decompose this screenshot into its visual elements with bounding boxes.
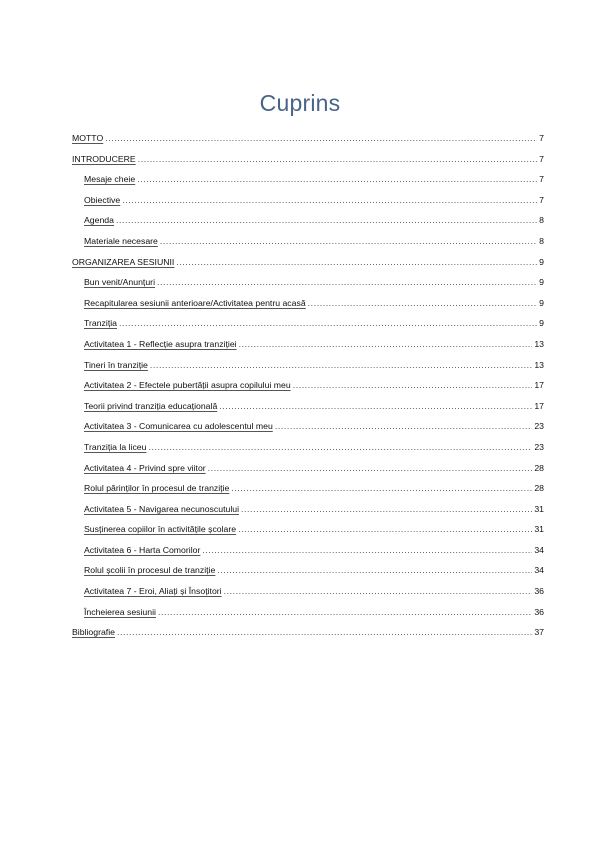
toc-dot-leader — [238, 519, 532, 540]
toc-dot-leader — [176, 252, 537, 273]
toc-dot-leader — [275, 416, 533, 437]
table-of-contents — [72, 128, 544, 643]
toc-entry-label[interactable]: ORGANIZAREA SESIUNII — [72, 256, 175, 267]
toc-dot-leader — [150, 355, 532, 376]
toc-entry[interactable] — [72, 478, 544, 499]
toc-entry-label[interactable]: Tineri în tranziție — [84, 359, 148, 370]
toc-entry[interactable] — [72, 252, 544, 273]
toc-dot-leader — [293, 375, 533, 396]
toc-entry[interactable] — [72, 313, 544, 334]
toc-entry-label[interactable]: MOTTO — [72, 133, 104, 143]
toc-entry-page-number: 8 — [539, 235, 544, 246]
toc-dot-leader — [122, 190, 537, 211]
toc-entry-page-number: 7 — [539, 133, 544, 143]
toc-entry[interactable] — [72, 396, 544, 417]
toc-entry-page-number: 34 — [534, 565, 544, 576]
toc-entry-label[interactable]: Activitatea 3 - Comunicarea cu adolescentul meu — [84, 421, 273, 432]
toc-entry-label[interactable]: Rolul părinților în procesul de tranziție — [84, 483, 230, 494]
toc-entry-label[interactable]: Rolul școlii în procesul de tranziție — [84, 565, 216, 576]
toc-entry[interactable] — [72, 334, 544, 355]
toc-dot-leader — [119, 313, 537, 334]
toc-entry-page-number: 23 — [534, 441, 544, 452]
page-title: Cuprins — [259, 90, 341, 116]
toc-dot-leader — [105, 128, 537, 149]
toc-entry[interactable] — [72, 519, 544, 540]
toc-dot-leader — [308, 293, 537, 314]
toc-entry[interactable] — [72, 128, 544, 149]
toc-entry-label[interactable]: Obiective — [84, 194, 121, 205]
toc-entry-page-number: 7 — [539, 194, 544, 205]
toc-entry[interactable] — [72, 560, 544, 581]
toc-entry[interactable] — [72, 540, 544, 561]
toc-entry-page-number: 23 — [534, 421, 544, 432]
toc-entry-label[interactable]: Activitatea 1 - Reflecție asupra tranziției — [84, 338, 237, 349]
toc-entry-page-number: 34 — [534, 544, 544, 555]
toc-entry[interactable] — [72, 499, 544, 520]
toc-dot-leader — [117, 622, 532, 643]
toc-entry-label[interactable]: Recapitularea sesiunii anterioare/Activitatea pentru acasă — [84, 297, 306, 308]
toc-entry-label[interactable]: Teorii privind tranziția educațională — [84, 400, 218, 411]
toc-entry-page-number: 36 — [534, 586, 544, 597]
toc-entry[interactable] — [72, 375, 544, 396]
toc-entry-label[interactable]: Activitatea 7 - Eroi, Aliați și Însoțitori — [84, 586, 222, 597]
toc-entry-label[interactable]: Bun venit/Anunțuri — [84, 277, 155, 288]
toc-entry[interactable] — [72, 149, 544, 170]
toc-entry-label[interactable]: Susținerea copiilor în activitățile școlare — [84, 524, 237, 535]
toc-dot-leader — [208, 458, 533, 479]
toc-entry[interactable] — [72, 169, 544, 190]
toc-entry-label[interactable]: Tranziția la liceu — [84, 441, 147, 452]
toc-entry-label[interactable]: Activitatea 6 - Harta Comorilor — [84, 544, 201, 555]
toc-entry-page-number: 7 — [539, 153, 544, 164]
toc-entry-page-number: 17 — [534, 380, 544, 391]
toc-entry-page-number: 13 — [534, 338, 544, 349]
toc-entry-label[interactable]: Materiale necesare — [84, 235, 158, 246]
toc-entry-label[interactable]: INTRODUCERE — [72, 153, 136, 164]
toc-entry[interactable] — [72, 231, 544, 252]
toc-dot-leader — [217, 560, 532, 581]
toc-dot-leader — [219, 396, 532, 417]
toc-entry-page-number: 28 — [534, 462, 544, 473]
toc-entry-page-number: 36 — [534, 606, 544, 617]
toc-entry-page-number: 13 — [534, 359, 544, 370]
toc-entry-label[interactable]: Mesaje cheie — [84, 174, 136, 185]
toc-entry-label[interactable]: Agenda — [84, 215, 114, 226]
toc-dot-leader — [116, 210, 537, 231]
toc-entry[interactable] — [72, 210, 544, 231]
toc-entry-page-number: 17 — [534, 400, 544, 411]
toc-entry-label[interactable]: Activitatea 5 - Navigarea necunoscutului — [84, 503, 240, 514]
toc-dot-leader — [239, 334, 533, 355]
toc-entry-label[interactable]: Activitatea 2 - Efectele pubertății asupra copilului meu — [84, 380, 291, 391]
toc-entry-page-number: 7 — [539, 174, 544, 185]
toc-entry-page-number: 9 — [539, 297, 544, 308]
toc-entry-page-number: 37 — [534, 627, 544, 638]
toc-dot-leader — [148, 437, 532, 458]
toc-dot-leader — [160, 231, 537, 252]
toc-dot-leader — [138, 149, 537, 170]
toc-dot-leader — [224, 581, 533, 602]
toc-dot-leader — [157, 272, 537, 293]
toc-entry-label[interactable]: Bibliografie — [72, 627, 115, 638]
toc-entry-page-number: 9 — [539, 318, 544, 329]
toc-entry-label[interactable]: Activitatea 4 - Privind spre viitor — [84, 462, 206, 473]
toc-entry-page-number: 9 — [539, 256, 544, 267]
toc-entry-label[interactable]: Încheierea sesiunii — [84, 606, 156, 617]
toc-dot-leader — [158, 602, 532, 623]
toc-entry[interactable] — [72, 437, 544, 458]
toc-entry-page-number: 28 — [534, 483, 544, 494]
toc-entry[interactable] — [72, 622, 544, 643]
toc-entry[interactable] — [72, 272, 544, 293]
toc-entry-page-number: 9 — [539, 277, 544, 288]
toc-entry-page-number: 31 — [534, 524, 544, 535]
toc-entry-page-number: 8 — [539, 215, 544, 226]
toc-entry[interactable] — [72, 355, 544, 376]
toc-dot-leader — [241, 499, 532, 520]
toc-entry[interactable] — [72, 416, 544, 437]
toc-dot-leader — [202, 540, 532, 561]
toc-entry[interactable] — [72, 602, 544, 623]
toc-entry[interactable] — [72, 190, 544, 211]
toc-dot-leader — [231, 478, 532, 499]
toc-entry[interactable] — [72, 293, 544, 314]
toc-entry[interactable] — [72, 458, 544, 479]
toc-entry[interactable] — [72, 581, 544, 602]
toc-dot-leader — [137, 169, 537, 190]
toc-entry-page-number: 31 — [534, 503, 544, 514]
toc-entry-label[interactable]: Tranziția — [84, 318, 117, 329]
